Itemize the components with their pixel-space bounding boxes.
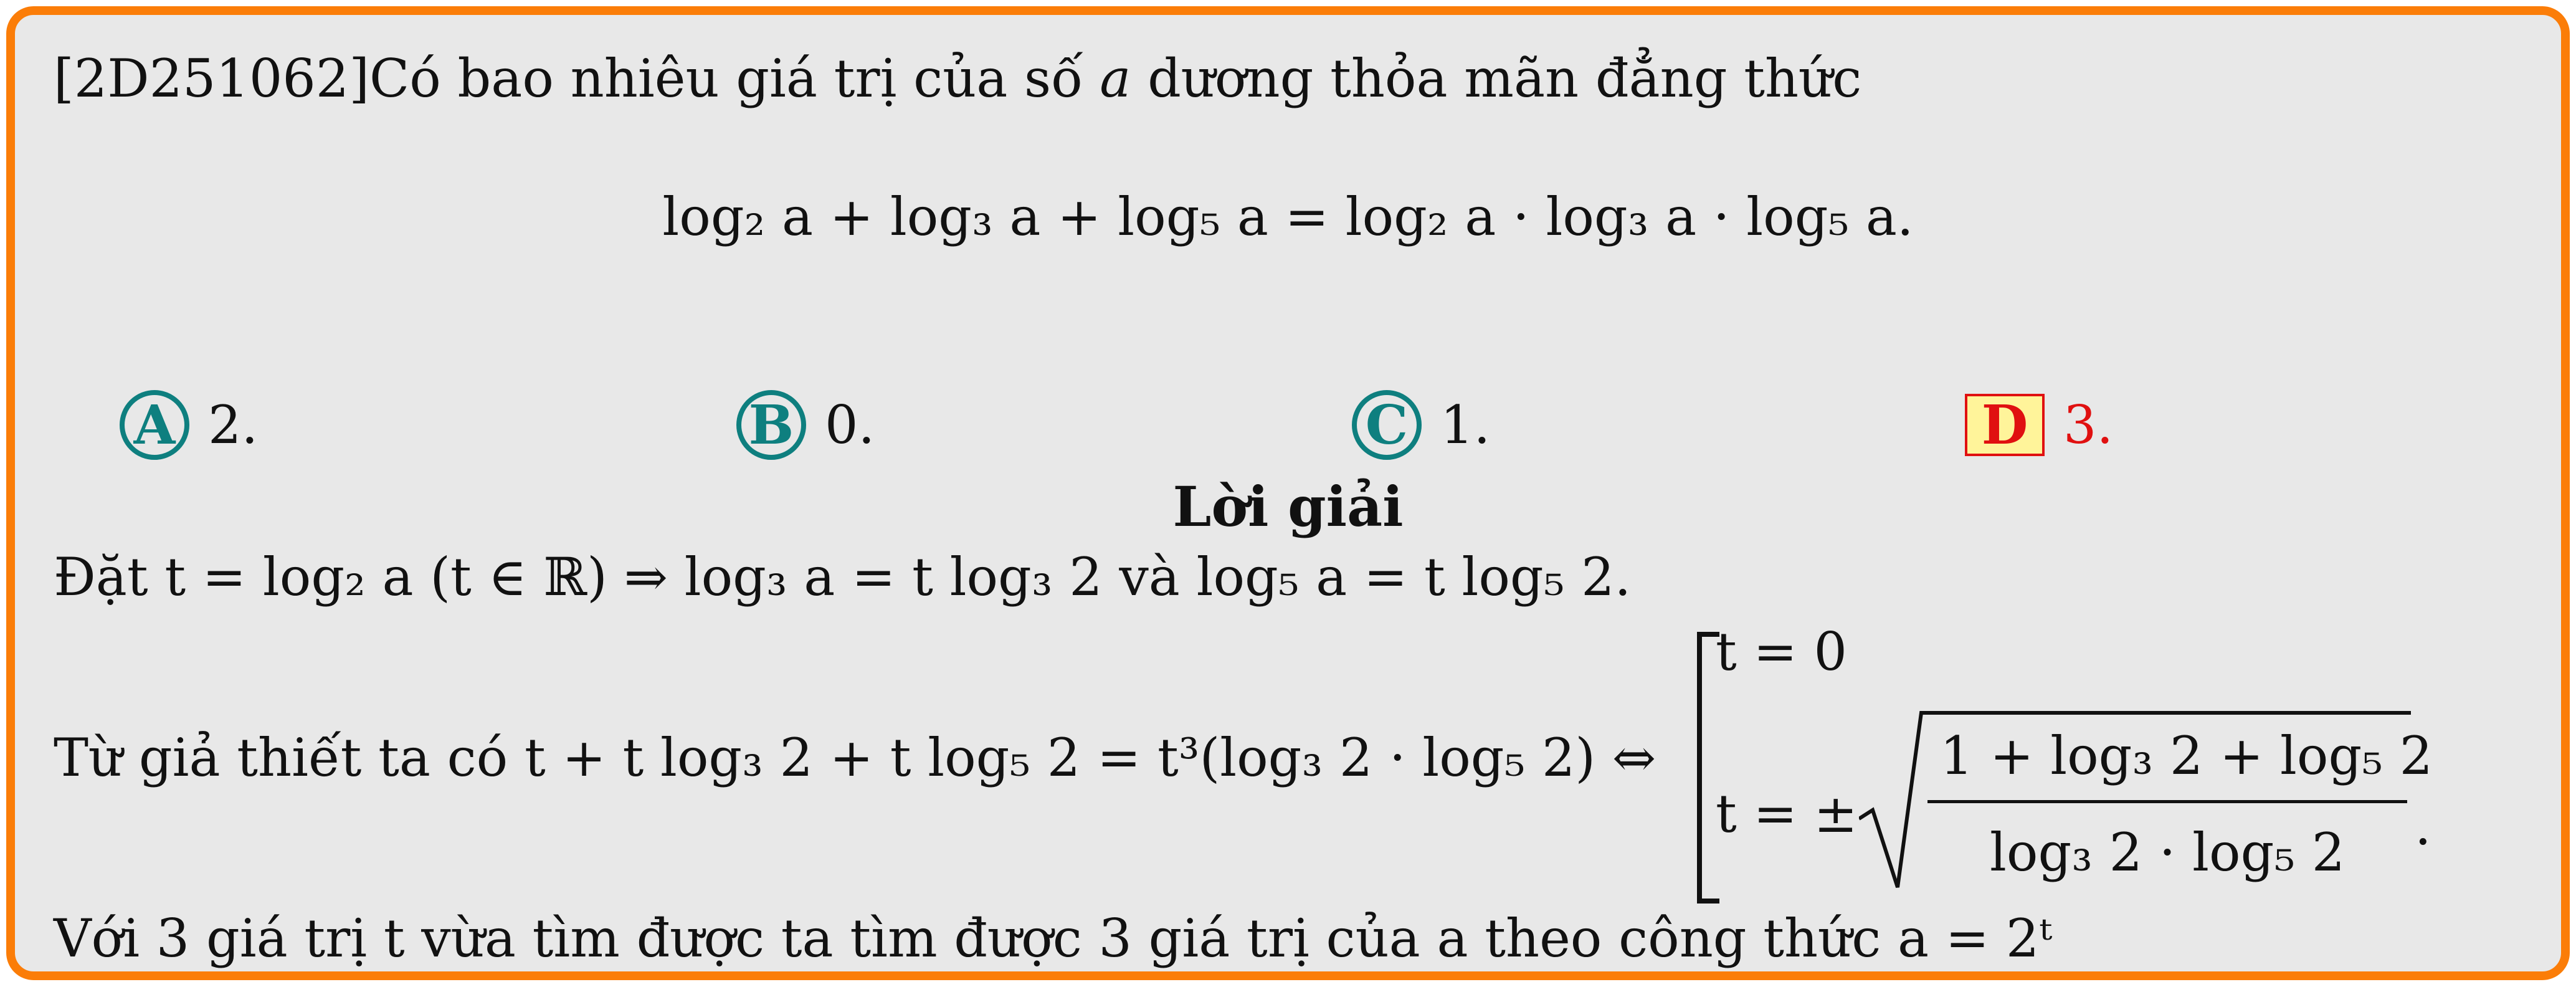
equation-rhs: = log₂ a · log₃ a · log₅ a. — [1285, 186, 1914, 247]
option-c[interactable] — [1352, 388, 1490, 462]
fraction-numerator: 1 + log₃ 2 + log₅ 2 — [1940, 725, 2433, 786]
case-2-lead: t = ± — [1716, 783, 1858, 844]
solution-line-3: Với 3 giá trị t vừa tìm được ta tìm được 3 giá trị của a theo công thức a = 2ᵗ — [54, 908, 2052, 969]
option-d-correct[interactable] — [1965, 388, 2113, 462]
option-b-text: 0. — [825, 394, 875, 455]
stem-variable: a — [1100, 48, 1131, 109]
option-d-text: 3. — [2063, 394, 2114, 455]
solution-line-2: Từ giả thiết ta có t + t log₃ 2 + t log₅ 2 = t³(log₃ 2 · log₅ 2) ⇔ — [54, 727, 1656, 788]
option-a-text: 2. — [208, 394, 259, 455]
solution-line-1: Đặt t = log₂ a (t ∈ ℝ) ⇒ log₃ a = t log₃ 2 và log₅ a = t log₅ 2. — [54, 546, 1632, 608]
option-d-marker: D — [1965, 394, 2045, 456]
solution-title: Lời giải — [1172, 474, 1404, 539]
fraction-denominator: log₃ 2 · log₅ 2 — [1990, 822, 2345, 883]
option-c-text: 1. — [1440, 394, 1491, 455]
option-b[interactable] — [736, 388, 875, 462]
stem-text: [2D251062]Có bao nhiêu giá trị của số — [54, 48, 1083, 109]
question-stem — [54, 48, 1862, 109]
main-equation — [15, 186, 2561, 247]
question-card — [6, 6, 2570, 980]
fraction-bar — [1927, 800, 2407, 803]
equation-lhs: log₂ a + log₃ a + log₅ a — [662, 186, 1268, 247]
option-a[interactable] — [120, 388, 258, 462]
option-b-marker: B — [736, 390, 806, 460]
stem-text-end: dương thỏa mãn đẳng thức — [1148, 48, 1862, 109]
case-1: t = 0 — [1716, 621, 1847, 682]
option-a-marker: A — [120, 390, 189, 460]
case-2-end: . — [2415, 796, 2431, 857]
option-c-marker: C — [1352, 390, 1422, 460]
